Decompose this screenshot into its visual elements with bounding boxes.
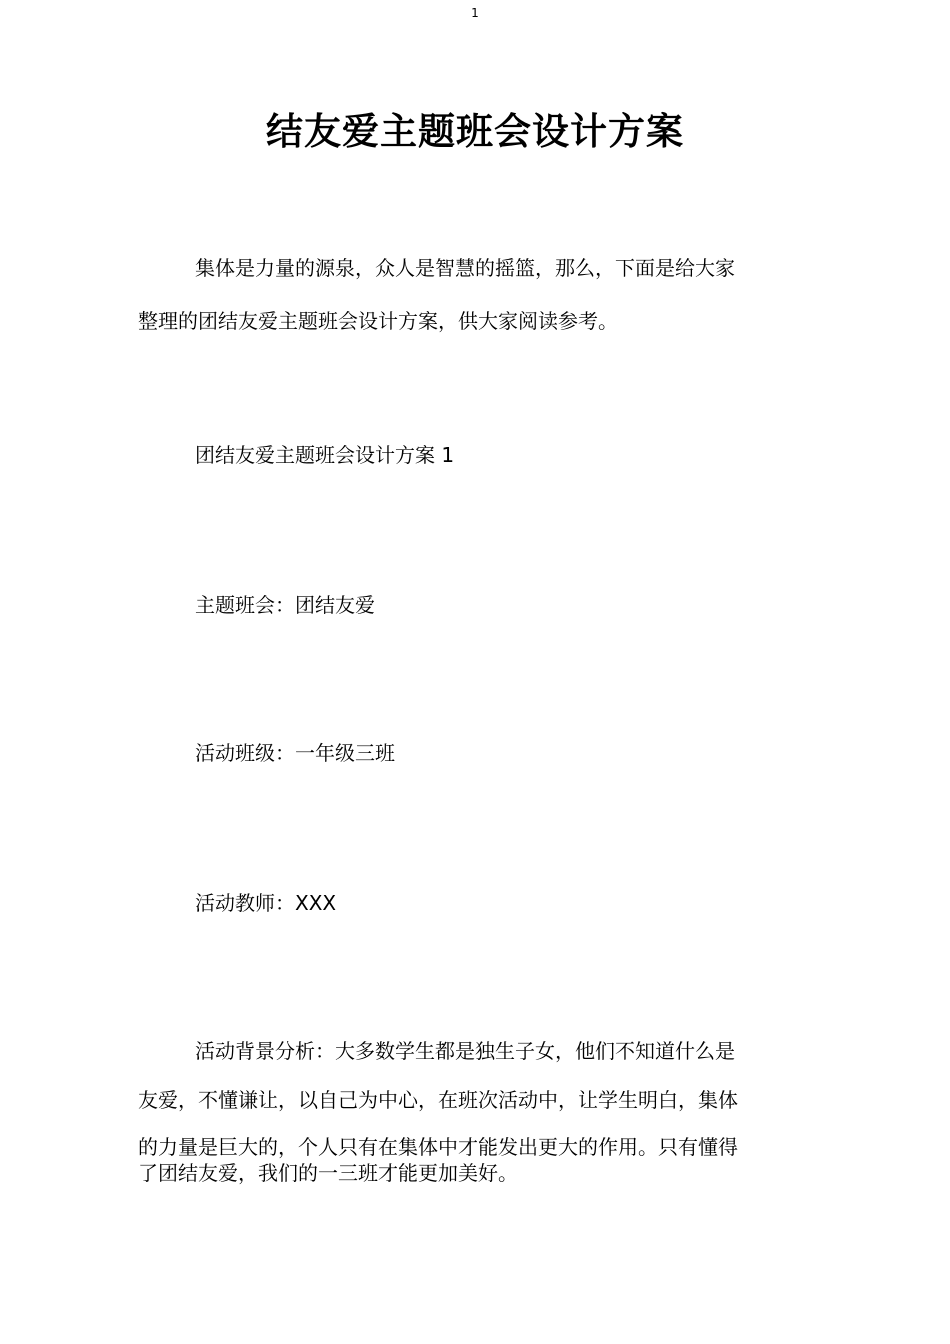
document-title: 结友爱主题班会设计方案	[266, 110, 684, 153]
section-heading	[138, 440, 778, 470]
class-line	[138, 738, 778, 768]
intro-line: 整理的团结友爱主题班会设计方案，供大家阅读参考。	[138, 309, 618, 333]
theme-line-text: 主题班会：团结友爱	[195, 593, 375, 617]
class-line-text: 活动班级：一年级三班	[195, 741, 395, 765]
page-number: 1	[471, 6, 479, 20]
teacher-line-text: 活动教师：XXX	[195, 891, 337, 915]
background-line: 友爱，不懂谦让，以自己为中心，在班次活动中，让学生明白，集体	[138, 1088, 738, 1112]
section-heading-text: 团结友爱主题班会设计方案 1	[195, 443, 455, 467]
background-line: 的力量是巨大的，个人只有在集体中才能发出更大的作用。只有懂得	[138, 1135, 738, 1159]
background-line: 活动背景分析：大多数学生都是独生子女，他们不知道什么是	[195, 1039, 735, 1063]
intro-line: 集体是力量的源泉，众人是智慧的摇篮，那么，下面是给大家	[195, 256, 735, 280]
teacher-line	[138, 888, 778, 918]
background-paragraph	[138, 1036, 778, 1186]
background-line: 了团结友爱，我们的一三班才能更加美好。	[138, 1161, 518, 1185]
theme-line	[138, 590, 778, 620]
intro-paragraph	[138, 242, 778, 348]
